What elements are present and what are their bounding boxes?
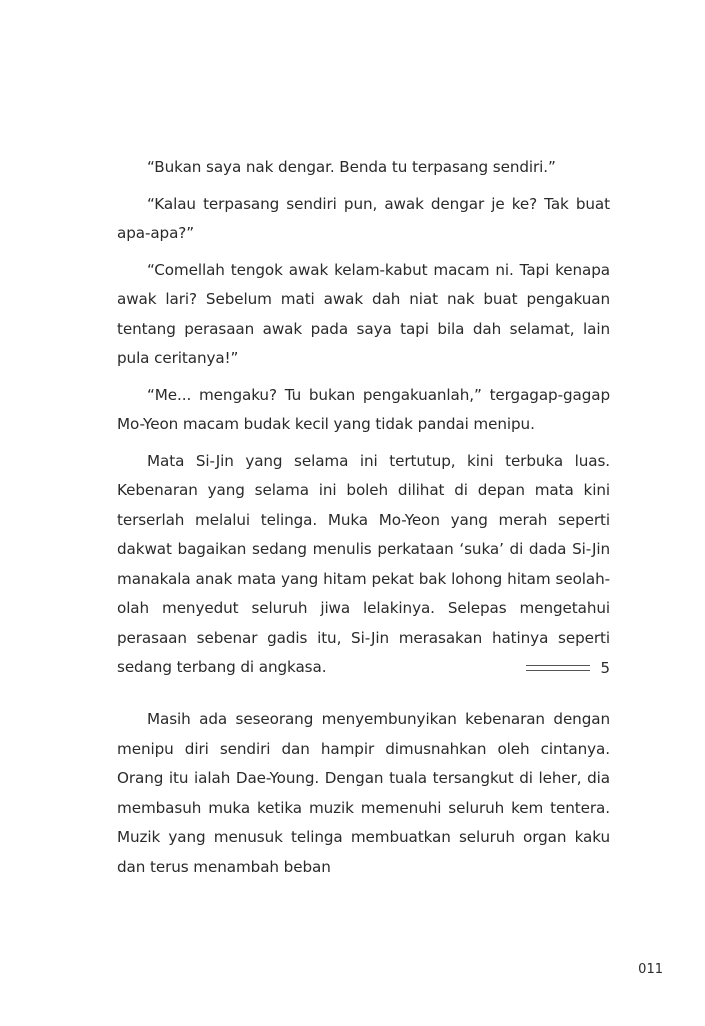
paragraph: Mata Si-Jin yang selama ini tertutup, kini terbuka luas. Kebenaran yang selama ini boleh dilihat di depan mata kini terserlah melalui telinga. Muka Mo-Yeon yang merah seperti dakwat bagaikan sedang menulis perkataan ‘suka’ di dada Si-Jin manakala anak mata yang hitam pekat bak lohong hitam seolah-olah menyedut seluruh jiwa lelakinya. Selepas mengetahui perasaan sebenar gadis itu, Si-Jin merasakan hatinya seperti sedang terbang di angkasa.: [117, 451, 610, 676]
section-two-text: [117, 705, 610, 882]
section-number: 5: [600, 659, 610, 677]
paragraph: “Kalau terpasang sendiri pun, awak dengar je ke? Tak buat apa-apa?”: [117, 194, 610, 242]
paragraph: “Me... mengaku? Tu bukan pengakuanlah,” tergagap-gagap Mo-Yeon macam budak kecil yang tidak pandai menipu.: [117, 385, 610, 433]
section-marker: [526, 658, 610, 678]
page-number: 011: [638, 962, 663, 977]
paragraph: “Bukan saya nak dengar. Benda tu terpasang sendiri.”: [147, 158, 556, 176]
paragraph: Masih ada seseorang menyembunyikan kebenaran dengan menipu diri sendiri dan hampir dimusnahkan oleh cintanya. Orang itu ialah Dae-Young. Dengan tuala tersangkut di leher, dia membasuh muka ketika muzik memenuhi seluruh kem tentera. Muzik yang menusuk telinga membuatkan seluruh organ kaku dan terus menambah beban: [117, 710, 610, 876]
section-divider-rule: [526, 665, 590, 671]
paragraph: “Comellah tengok awak kelam-kabut macam ni. Tapi kenapa awak lari? Sebelum mati awak dah niat nak buat pengakuan tentang perasaan awak pada saya tapi bila dah selamat, lain pula ceritanya!”: [117, 260, 610, 367]
section-one-text: [117, 153, 610, 683]
